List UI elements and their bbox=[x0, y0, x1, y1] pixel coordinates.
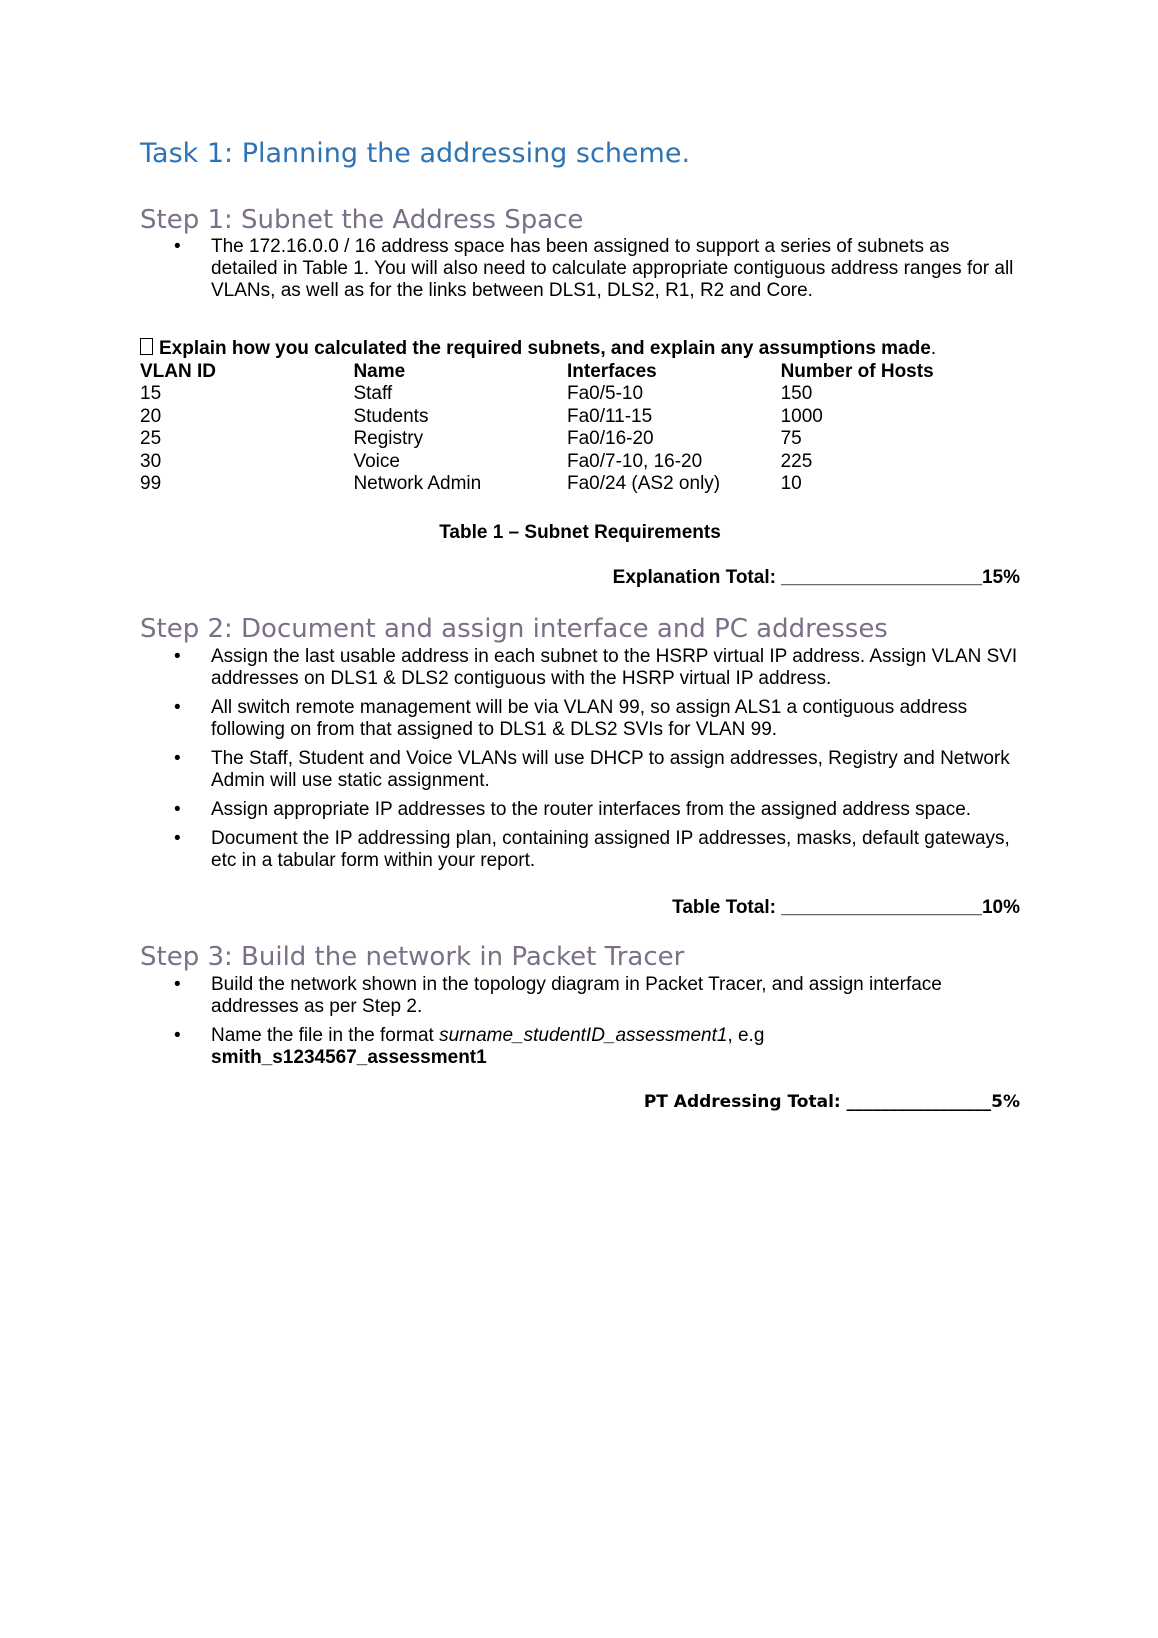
table-row: 30 Voice Fa0/7-10, 16-20 225 bbox=[140, 450, 813, 472]
step2-bullet-list bbox=[140, 646, 1020, 879]
table-row: 15 Staff Fa0/5-10 150 bbox=[140, 383, 813, 405]
filename-example: smith_s1234567_assessment1 bbox=[211, 1047, 487, 1068]
bullet-icon: • bbox=[174, 697, 181, 718]
list-item: • Name the file in the format surname_studentID_assessment1, e.g smith_s1234567_assessment1 bbox=[174, 1025, 765, 1068]
explanation-total: Explanation Total: ___________________15% bbox=[612, 567, 1020, 588]
explain-instruction: Explain how you calculated the required subnets, and explain any assumptions made. bbox=[140, 338, 936, 360]
header-vlan-id: VLAN ID bbox=[140, 361, 216, 382]
table-total: Table Total: ___________________10% bbox=[672, 897, 1020, 918]
bullet-icon: • bbox=[174, 974, 181, 995]
table-caption: Table 1 – Subnet Requirements bbox=[439, 522, 721, 543]
header-interfaces: Interfaces bbox=[566, 361, 657, 382]
bullet-icon: • bbox=[174, 748, 181, 769]
bullet-icon: • bbox=[174, 646, 181, 667]
list-item: • Assign the last usable address in each subnet to the HSRP virtual IP address. Assign VLAN SVI addresses on DLS1 & DLS2 contiguous with the HSRP virtual IP address. bbox=[174, 646, 1018, 689]
table-row: 99 Network Admin Fa0/24 (AS2 only) 10 bbox=[140, 472, 802, 494]
list-item: • Build the network shown in the topology diagram in Packet Tracer, and assign interface addresses as per Step 2. bbox=[174, 974, 942, 1017]
checkbox-icon bbox=[140, 338, 153, 355]
bullet-icon: • bbox=[174, 828, 181, 849]
bullet-icon: • bbox=[174, 1025, 181, 1046]
subnet-requirements-table bbox=[140, 361, 1020, 495]
list-item: • Assign appropriate IP addresses to the router interfaces from the assigned address space. bbox=[174, 799, 972, 820]
task-title: Task 1: Planning the addressing scheme. bbox=[140, 138, 691, 169]
step3-title: Step 3: Build the network in Packet Tracer bbox=[140, 942, 685, 972]
step1-title: Step 1: Subnet the Address Space bbox=[140, 205, 584, 235]
table-row: 25 Registry Fa0/16-20 75 bbox=[140, 428, 802, 450]
list-item: • The 172.16.0.0 / 16 address space has been assigned to support a series of subnets as detailed in Table 1. You will also need to calculate appropriate contiguous address ranges for all VLANs, as well as for the links between DLS1, DLS2, R1, R2 and Core. bbox=[174, 236, 1014, 301]
list-item: • All switch remote management will be via VLAN 99, so assign ALS1 a contiguous address following on from that assigned to DLS1 & DLS2 SVIs for VLAN 99. bbox=[174, 697, 968, 740]
pt-addressing-total: PT Addressing Total: _________________5% bbox=[643, 1092, 1020, 1112]
header-name: Name bbox=[353, 361, 406, 382]
bullet-icon: • bbox=[174, 799, 181, 820]
step3-bullet-list bbox=[140, 974, 1020, 1076]
list-item: • Document the IP addressing plan, containing assigned IP addresses, masks, default gateways, etc in a tabular form within your report. bbox=[174, 828, 1010, 871]
step1-bullet-list bbox=[140, 236, 1020, 309]
table-row: 20 Students Fa0/11-15 1000 bbox=[140, 405, 823, 427]
list-item: • The Staff, Student and Voice VLANs will use DHCP to assign addresses, Registry and Network Admin will use static assignment. bbox=[174, 748, 1010, 791]
filename-format: surname_studentID_assessment1 bbox=[439, 1025, 728, 1046]
step2-title: Step 2: Document and assign interface and PC addresses bbox=[140, 614, 888, 644]
bullet-icon: • bbox=[174, 236, 181, 257]
table-header-row bbox=[140, 361, 1020, 383]
header-number-of-hosts: Number of Hosts bbox=[780, 361, 934, 382]
